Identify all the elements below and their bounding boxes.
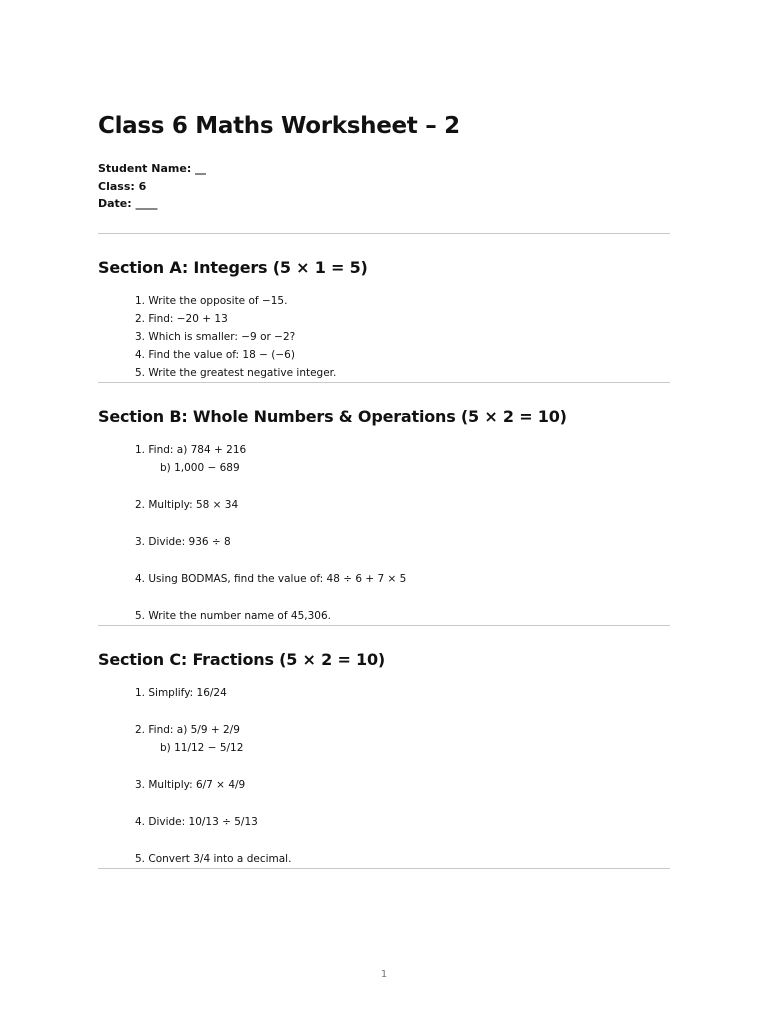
divider xyxy=(98,625,670,626)
section-b-heading: Section B: Whole Numbers & Operations (5 × 2 = 10) xyxy=(98,406,567,426)
question-item xyxy=(98,441,670,477)
question-text: Multiply: 6/7 × 4/9 xyxy=(148,778,246,791)
question-text: Which is smaller: −9 or −2? xyxy=(148,330,296,343)
question-text: Divide: 10/13 ÷ 5/13 xyxy=(148,815,258,828)
question-item xyxy=(98,496,670,514)
divider xyxy=(98,868,670,869)
question-item xyxy=(98,310,670,328)
question-text: Simplify: 16/24 xyxy=(148,686,227,699)
student-info xyxy=(98,160,670,213)
question-number: 2. xyxy=(135,312,146,325)
question-subpart: b) 1,000 − 689 xyxy=(160,461,240,474)
question-item xyxy=(98,364,670,382)
question-number: 2. xyxy=(135,723,146,736)
page-number: 1 xyxy=(380,969,388,980)
section-c xyxy=(98,648,670,868)
question-item xyxy=(98,813,670,831)
question-number: 5. xyxy=(135,609,146,622)
question-text: Find the value of: 18 − (−6) xyxy=(148,348,295,361)
page-title: Class 6 Maths Worksheet – 2 xyxy=(98,113,460,139)
question-text: Find: a) 784 + 216 xyxy=(148,443,247,456)
question-item xyxy=(98,346,670,364)
question-number: 3. xyxy=(135,330,146,343)
question-text: Write the opposite of −15. xyxy=(148,294,288,307)
question-text: Convert 3/4 into a decimal. xyxy=(148,852,292,865)
divider xyxy=(98,382,670,383)
question-number: 4. xyxy=(135,572,146,585)
question-subpart: b) 11/12 − 5/12 xyxy=(160,741,244,754)
question-number: 1. xyxy=(135,686,146,699)
question-item xyxy=(98,533,670,551)
question-number: 4. xyxy=(135,348,146,361)
question-number: 1. xyxy=(135,294,146,307)
question-item xyxy=(98,850,670,868)
date-field: Date: ____ xyxy=(98,197,158,210)
question-number: 5. xyxy=(135,852,146,865)
question-text: Find: −20 + 13 xyxy=(148,312,228,325)
question-text: Divide: 936 ÷ 8 xyxy=(148,535,231,548)
section-b xyxy=(98,405,670,625)
question-number: 4. xyxy=(135,815,146,828)
section-a xyxy=(98,256,670,382)
question-item xyxy=(98,776,670,794)
section-a-questions xyxy=(98,292,670,382)
question-item xyxy=(98,570,670,588)
section-c-heading: Section C: Fractions (5 × 2 = 10) xyxy=(98,649,385,669)
question-text: Write the greatest negative integer. xyxy=(148,366,337,379)
question-item xyxy=(98,684,670,702)
question-item xyxy=(98,721,670,757)
question-item xyxy=(98,328,670,346)
question-number: 5. xyxy=(135,366,146,379)
class-field: Class: 6 xyxy=(98,179,147,193)
question-number: 1. xyxy=(135,443,146,456)
section-c-questions xyxy=(98,684,670,868)
question-number: 3. xyxy=(135,778,146,791)
question-number: 2. xyxy=(135,498,146,511)
question-text: Using BODMAS, find the value of: 48 ÷ 6 + 7 × 5 xyxy=(148,572,407,585)
question-item xyxy=(98,292,670,310)
section-a-heading: Section A: Integers (5 × 1 = 5) xyxy=(98,257,368,277)
question-text: Multiply: 58 × 34 xyxy=(148,498,239,511)
question-number: 3. xyxy=(135,535,146,548)
question-item xyxy=(98,607,670,625)
worksheet-page xyxy=(98,108,670,869)
question-text: Write the number name of 45,306. xyxy=(148,609,331,622)
student-name-field: Student Name: __ xyxy=(98,162,207,175)
section-b-questions xyxy=(98,441,670,625)
question-text: Find: a) 5/9 + 2/9 xyxy=(148,723,240,736)
divider xyxy=(98,233,670,234)
